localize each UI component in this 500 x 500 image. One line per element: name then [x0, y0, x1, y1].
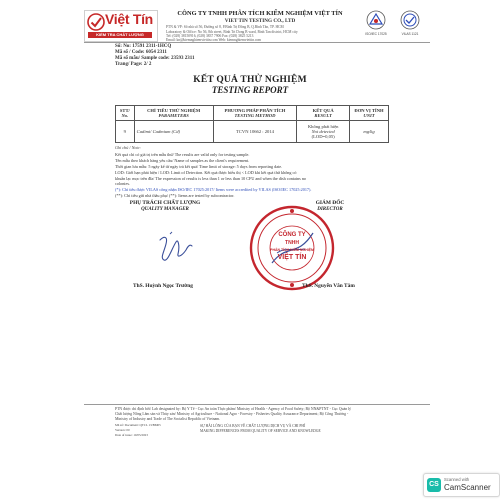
- address-line: Tel: (028) 38150916, (028) 3837 7906 Fax: (028) 3825 5213: [166, 34, 254, 38]
- results-table: [115, 105, 389, 143]
- header-unit: ĐƠN VỊ TÍNH UNIT: [350, 106, 389, 121]
- logo-tagline: KIỂM TRA CHẤT LƯỢNG: [88, 32, 152, 38]
- camscanner-name: CamScanner: [444, 483, 491, 492]
- customer-sample-code: Mã số mẫu/ Sample code: 23593 2311: [115, 56, 195, 61]
- report-title-en: TESTING REPORT: [211, 85, 289, 95]
- note-line: Kết quả chỉ có giá trị trên mẫu thử/ The results are valid only for testing sample.: [115, 152, 250, 157]
- director-title: GIÁM ĐỐC: [315, 200, 345, 206]
- quality-manager-title: PHỤ TRÁCH CHẤT LƯỢNG: [129, 200, 201, 206]
- logo-name: Việt Tín: [105, 11, 153, 27]
- address-line: PTN & VP: Số nhà số 56, Đường số 8, P.Bình Trị Đông B, Q.Bình Tân, TP. HCM: [166, 25, 284, 29]
- vilas-badge-icon: [400, 10, 420, 30]
- report-number: Số: No: 17591 2311-1HCQ: [115, 44, 172, 49]
- camscanner-badge: [423, 473, 500, 497]
- company-stamp: CÔNG TY TNHH PHÂN TÍCH KIỂM NGHIỆM VIỆT TÍN: [247, 203, 337, 293]
- company-logo: [84, 10, 158, 42]
- footer-slogan-en: MAKING DIFFERENCES FROM QUALITY OF SERVICE AND KNOWLEDGE: [200, 429, 321, 433]
- footer-divider: [84, 404, 430, 405]
- quality-manager-name: ThS. Huỳnh Ngọc Trường: [133, 283, 193, 289]
- footer-slogan-vn: SỰ HÀI LÒNG CỦA BẠN VỀ CHẤT LƯỢNG DỊCH VỤ VÀ CHI PHÍ: [200, 424, 306, 428]
- director-name: ThS. Nguyễn Văn Tâm: [302, 283, 355, 289]
- issue-date: Date of issue: 10/05/2023: [115, 433, 148, 437]
- camscanner-icon: CS: [427, 478, 441, 492]
- iso-badge-icon: [366, 10, 386, 30]
- note-line: Thời gian lưu mẫu: 5 ngày kể từ ngày trả kết quả/ Time limit of storage: 5 days from reporting date.: [115, 163, 283, 169]
- cell-no: 9: [116, 121, 135, 143]
- director-subtitle: DIRECTOR: [317, 207, 343, 212]
- cell-method: TCVN 10662 : 2014: [213, 121, 297, 143]
- page-number: Trang/ Page: 2/ 2: [115, 62, 152, 67]
- sample-code: Mã số / Code: 6054 2311: [115, 50, 167, 55]
- signature-left: [150, 228, 200, 268]
- camscanner-prefix: Scanned with: [444, 477, 470, 482]
- notes-label: Ghi chú / Note:: [115, 145, 141, 150]
- note-line: (**): Chỉ tiêu gửi nhà thầu phụ/ (**): Items are tested by subcontractor.: [115, 193, 235, 199]
- address-line: Email: kn@kiemnghiemviettin.com Web: kiemnghiemviettin.com: [166, 38, 262, 42]
- footer-line: Chất lượng Nông Lâm sản và Thủy sản/ Ministry of Agriculture - National Agro - Forestry - Fisheries Quality Assurance Department; Bộ Công Thương -: [115, 412, 349, 416]
- header-no: STT/ No.: [116, 106, 135, 121]
- accreditation-label: ISO/IEC 17025: [365, 32, 387, 36]
- header-method: PHƯƠNG PHÁP PHÂN TÍCH TESTING METHOD: [213, 106, 297, 121]
- cell-parameter: Cadimi/ Cadmium (Cd): [134, 121, 213, 143]
- note-line: (*): Chỉ tiêu được VILAS công nhận ISO/IEC 17025:2017/ Items were accredited by VILAS (ISO/IEC 17025:2017).: [115, 187, 312, 193]
- document-version: Version: 00: [115, 428, 130, 432]
- document-code: Mã số/ Document: QTCL 13/BM05: [115, 423, 161, 427]
- report-title-vn: KẾT QUẢ THỬ NGHIỆM: [193, 75, 307, 85]
- company-name-vn: CÔNG TY TNHH PHÂN TÍCH KIỂM NGHIỆM VIỆT TÍN: [177, 10, 343, 17]
- note-line: Tên mẫu theo khách hàng yêu cầu/ Name of samples as the client's requirement.: [115, 157, 250, 163]
- quality-manager-subtitle: QUALITY MANAGER: [141, 207, 189, 212]
- header-divider: [84, 42, 430, 43]
- header-parameters: CHỈ TIÊU THỬ NGHIỆM PARAMETERS: [134, 106, 213, 121]
- header-result: KẾT QUẢ RESULT: [297, 106, 350, 121]
- note-line: colonies.: [115, 181, 131, 187]
- note-line: LOD: Giới hạn phát hiện / LOD: Limit of Detection. Kết quả được biểu thị < LOD khi kết quả thử không có: [115, 169, 297, 175]
- accreditation-label: VILAS 1121: [401, 32, 419, 36]
- table-header-row: [116, 106, 389, 121]
- note-line: khuẩn lạc mọc trên đĩa/ The expression of results is less than 1 or less than 10 CFU and when the dish contains no: [115, 175, 307, 181]
- footer-line: PTN được chỉ định bởi/ Lab designated by: Bộ Y Tế - Cục An toàn Thực phẩm/ Ministry of Health - Agency of Food Safety; Bộ NN&PTNT - Cục Quản lý: [115, 407, 352, 411]
- footer-line: Ministry of Industry and Trade of The Socialist Republic of Vietnam.: [115, 417, 221, 421]
- table-row: [116, 121, 389, 143]
- address-line: Laboratory & Office: No 56, 8th street, Binh Tri Dong B ward, Binh Tan district, HCM city: [166, 29, 298, 34]
- notes-block: [115, 152, 390, 199]
- accreditation-logos: [362, 10, 430, 40]
- cell-unit: mg/kg: [350, 121, 389, 143]
- checkmark-icon: [87, 13, 105, 31]
- company-name-en: VIET TIN TESTING CO., LTD: [224, 18, 296, 24]
- cell-result: Không phát hiện Not detected (LOD=0,05): [297, 121, 350, 143]
